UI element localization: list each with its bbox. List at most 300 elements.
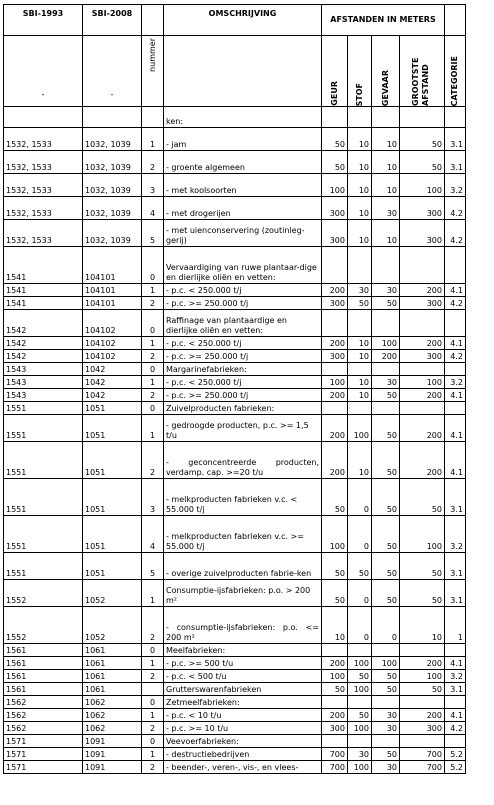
gevaar-cell bbox=[372, 402, 400, 415]
geur-cell: 300 bbox=[322, 722, 348, 735]
categorie-cell: 3.1 bbox=[445, 151, 466, 174]
stof-cell: 10 bbox=[348, 350, 372, 363]
sbi2008-cell: 1051 bbox=[83, 516, 142, 553]
omschrijving-cell: - p.c. < 250.000 t/j bbox=[164, 337, 322, 350]
gevaar-cell: 50 bbox=[372, 389, 400, 402]
geur-cell: 200 bbox=[322, 389, 348, 402]
nummer-cell: 1 bbox=[142, 657, 164, 670]
geur-cell: 200 bbox=[322, 337, 348, 350]
sbi2008-cell: 104102 bbox=[83, 337, 142, 350]
sbi1993-cell: 1541 bbox=[4, 284, 83, 297]
geur-cell: 100 bbox=[322, 670, 348, 683]
stof-cell: 10 bbox=[348, 442, 372, 479]
nummer-cell: 5 bbox=[142, 553, 164, 580]
stof-cell: 100 bbox=[348, 722, 372, 735]
omschrijving-cell: Raffinage van plantaardige en dierlijke oliën en vetten: bbox=[164, 310, 322, 337]
gevaar-cell: 10 bbox=[372, 174, 400, 197]
nummer-cell: 2 bbox=[142, 350, 164, 363]
stof-cell: 100 bbox=[348, 761, 372, 774]
geur-cell: 200 bbox=[322, 442, 348, 479]
categorie-cell: 4.1 bbox=[445, 657, 466, 670]
sbi1993-cell: 1543 bbox=[4, 363, 83, 376]
categorie-cell bbox=[445, 247, 466, 284]
categorie-cell: 3.1 bbox=[445, 553, 466, 580]
header-gevaar bbox=[372, 36, 400, 107]
categorie-cell: 4.2 bbox=[445, 297, 466, 310]
categorie-cell: 5.2 bbox=[445, 748, 466, 761]
sbi2008-cell bbox=[83, 107, 142, 128]
header-sbi2008-dash: - bbox=[83, 36, 142, 107]
sbi1993-cell: 1571 bbox=[4, 761, 83, 774]
sbi1993-cell: 1552 bbox=[4, 580, 83, 607]
sbi1993-cell: 1562 bbox=[4, 709, 83, 722]
geur-cell bbox=[322, 644, 348, 657]
sbi2008-cell: 1051 bbox=[83, 442, 142, 479]
categorie-cell: 3.1 bbox=[445, 580, 466, 607]
geur-cell: 300 bbox=[322, 350, 348, 363]
sbi1993-cell: 1532, 1533 bbox=[4, 197, 83, 220]
gevaar-cell: 30 bbox=[372, 197, 400, 220]
omschrijving-cell: - p.c. < 500 t/u bbox=[164, 670, 322, 683]
header-afstanden: AFSTANDEN IN METERS bbox=[322, 5, 445, 36]
categorie-cell: 3.2 bbox=[445, 376, 466, 389]
omschrijving-cell: Consumptie-ijsfabrieken: p.o. > 200 m² bbox=[164, 580, 322, 607]
geur-cell: 50 bbox=[322, 128, 348, 151]
gevaar-cell: 50 bbox=[372, 683, 400, 696]
nummer-cell: 4 bbox=[142, 197, 164, 220]
stof-cell: 10 bbox=[348, 376, 372, 389]
sbi1993-cell: 1543 bbox=[4, 376, 83, 389]
geur-cell: 700 bbox=[322, 748, 348, 761]
sbi1993-cell: 1541 bbox=[4, 297, 83, 310]
table-row bbox=[4, 389, 466, 402]
gevaar-cell bbox=[372, 735, 400, 748]
omschrijving-cell: Zetmeelfabrieken: bbox=[164, 696, 322, 709]
nummer-cell: 5 bbox=[142, 220, 164, 247]
nummer-cell: 2 bbox=[142, 389, 164, 402]
header-categorie-label: CATEGORIE bbox=[450, 55, 459, 106]
grootste-afstand-cell: 700 bbox=[400, 761, 445, 774]
geur-cell bbox=[322, 107, 348, 128]
sbi2008-cell: 1091 bbox=[83, 761, 142, 774]
grootste-afstand-cell: 50 bbox=[400, 553, 445, 580]
sbi1993-cell: 1551 bbox=[4, 516, 83, 553]
grootste-afstand-cell bbox=[400, 107, 445, 128]
categorie-cell bbox=[445, 696, 466, 709]
grootste-afstand-cell: 100 bbox=[400, 670, 445, 683]
sbi2008-cell: 1061 bbox=[83, 644, 142, 657]
grootste-afstand-cell: 300 bbox=[400, 350, 445, 363]
nummer-cell bbox=[142, 107, 164, 128]
geur-cell: 50 bbox=[322, 151, 348, 174]
stof-cell bbox=[348, 644, 372, 657]
sbi2008-cell: 104101 bbox=[83, 297, 142, 310]
omschrijving-cell: - p.c. >= 250.000 t/j bbox=[164, 297, 322, 310]
omschrijving-cell: Zuivelproducten fabrieken: bbox=[164, 402, 322, 415]
header-sbi1993: SBI-1993 bbox=[4, 5, 83, 36]
geur-cell bbox=[322, 247, 348, 284]
grootste-afstand-cell: 300 bbox=[400, 722, 445, 735]
categorie-cell: 3.2 bbox=[445, 516, 466, 553]
sbi1993-cell: 1543 bbox=[4, 389, 83, 402]
grootste-afstand-cell: 50 bbox=[400, 128, 445, 151]
gevaar-cell: 10 bbox=[372, 220, 400, 247]
geur-cell: 100 bbox=[322, 174, 348, 197]
sbi2008-cell: 1032, 1039 bbox=[83, 220, 142, 247]
categorie-cell bbox=[445, 310, 466, 337]
table-row bbox=[4, 174, 466, 197]
gevaar-cell: 30 bbox=[372, 284, 400, 297]
geur-cell: 200 bbox=[322, 415, 348, 442]
sbi1993-cell: 1541 bbox=[4, 247, 83, 284]
table-row bbox=[4, 683, 466, 696]
categorie-cell: 4.1 bbox=[445, 709, 466, 722]
stof-cell bbox=[348, 247, 372, 284]
categorie-cell: 3.1 bbox=[445, 683, 466, 696]
table-row bbox=[4, 107, 466, 128]
gevaar-cell: 0 bbox=[372, 607, 400, 644]
sbi2008-cell: 1061 bbox=[83, 683, 142, 696]
table-row bbox=[4, 363, 466, 376]
zoning-distance-table bbox=[3, 4, 466, 774]
table-row bbox=[4, 310, 466, 337]
table-row bbox=[4, 128, 466, 151]
nummer-cell: 3 bbox=[142, 479, 164, 516]
table-row bbox=[4, 151, 466, 174]
categorie-cell: 3.2 bbox=[445, 670, 466, 683]
stof-cell: 10 bbox=[348, 337, 372, 350]
grootste-afstand-cell: 300 bbox=[400, 220, 445, 247]
stof-cell: 50 bbox=[348, 670, 372, 683]
sbi1993-cell: 1562 bbox=[4, 696, 83, 709]
omschrijving-cell: Grutterswarenfabrieken bbox=[164, 683, 322, 696]
nummer-cell: 2 bbox=[142, 761, 164, 774]
sbi1993-cell: 1532, 1533 bbox=[4, 128, 83, 151]
categorie-cell: 4.1 bbox=[445, 442, 466, 479]
nummer-cell: 0 bbox=[142, 402, 164, 415]
table-row bbox=[4, 735, 466, 748]
nummer-cell: 4 bbox=[142, 516, 164, 553]
nummer-cell: 1 bbox=[142, 580, 164, 607]
header-omschrijving: OMSCHRIJVING bbox=[164, 5, 322, 36]
table-row bbox=[4, 337, 466, 350]
nummer-cell: 2 bbox=[142, 607, 164, 644]
header-categorie bbox=[445, 36, 466, 107]
sbi2008-cell: 1042 bbox=[83, 376, 142, 389]
sbi2008-cell: 104102 bbox=[83, 350, 142, 363]
header-geur bbox=[322, 36, 348, 107]
grootste-afstand-cell bbox=[400, 363, 445, 376]
gevaar-cell: 30 bbox=[372, 761, 400, 774]
geur-cell bbox=[322, 310, 348, 337]
sbi1993-cell: 1551 bbox=[4, 402, 83, 415]
nummer-cell: 2 bbox=[142, 722, 164, 735]
sbi1993-cell: 1551 bbox=[4, 553, 83, 580]
nummer-cell: 0 bbox=[142, 644, 164, 657]
header-sbi2008: SBI-2008 bbox=[83, 5, 142, 36]
gevaar-cell bbox=[372, 696, 400, 709]
grootste-afstand-cell: 200 bbox=[400, 337, 445, 350]
gevaar-cell: 50 bbox=[372, 442, 400, 479]
stof-cell: 100 bbox=[348, 657, 372, 670]
omschrijving-cell: - p.c. >= 500 t/u bbox=[164, 657, 322, 670]
grootste-afstand-cell: 100 bbox=[400, 174, 445, 197]
header-stof-label: STOF bbox=[354, 82, 364, 106]
categorie-cell: 3.1 bbox=[445, 479, 466, 516]
omschrijving-cell: ken: bbox=[164, 107, 322, 128]
grootste-afstand-cell bbox=[400, 402, 445, 415]
geur-cell bbox=[322, 402, 348, 415]
stof-cell: 50 bbox=[348, 297, 372, 310]
geur-cell: 300 bbox=[322, 220, 348, 247]
gevaar-cell: 200 bbox=[372, 350, 400, 363]
gevaar-cell: 50 bbox=[372, 670, 400, 683]
omschrijving-cell: - gedroogde producten, p.c. >= 1,5 t/u bbox=[164, 415, 322, 442]
table-row bbox=[4, 402, 466, 415]
omschrijving-cell: - met drogerijen bbox=[164, 197, 322, 220]
categorie-cell bbox=[445, 644, 466, 657]
grootste-afstand-cell: 200 bbox=[400, 442, 445, 479]
header-grootste-afstand bbox=[400, 36, 445, 107]
stof-cell: 10 bbox=[348, 174, 372, 197]
omschrijving-cell: - destructiebedrijven bbox=[164, 748, 322, 761]
stof-cell: 0 bbox=[348, 516, 372, 553]
table-row bbox=[4, 197, 466, 220]
gevaar-cell: 50 bbox=[372, 297, 400, 310]
sbi2008-cell: 104102 bbox=[83, 310, 142, 337]
grootste-afstand-cell: 50 bbox=[400, 580, 445, 607]
gevaar-cell: 30 bbox=[372, 376, 400, 389]
geur-cell: 200 bbox=[322, 284, 348, 297]
sbi1993-cell: 1561 bbox=[4, 670, 83, 683]
grootste-afstand-cell: 100 bbox=[400, 516, 445, 553]
geur-cell: 300 bbox=[322, 197, 348, 220]
sbi1993-cell: 1542 bbox=[4, 337, 83, 350]
table-row bbox=[4, 247, 466, 284]
categorie-cell: 1 bbox=[445, 607, 466, 644]
header-nummer-top bbox=[142, 5, 164, 36]
geur-cell: 700 bbox=[322, 761, 348, 774]
omschrijving-cell: - melkproducten fabrieken v.c. >= 55.000 t/j bbox=[164, 516, 322, 553]
header-stof bbox=[348, 36, 372, 107]
geur-cell: 200 bbox=[322, 657, 348, 670]
sbi2008-cell: 1061 bbox=[83, 657, 142, 670]
stof-cell: 10 bbox=[348, 128, 372, 151]
gevaar-cell: 50 bbox=[372, 516, 400, 553]
grootste-afstand-cell: 700 bbox=[400, 748, 445, 761]
sbi2008-cell: 1032, 1039 bbox=[83, 128, 142, 151]
header-categorie-top bbox=[445, 5, 466, 36]
sbi2008-cell: 1061 bbox=[83, 670, 142, 683]
categorie-cell: 4.2 bbox=[445, 722, 466, 735]
gevaar-cell bbox=[372, 644, 400, 657]
sbi2008-cell: 1062 bbox=[83, 696, 142, 709]
sbi1993-cell: 1571 bbox=[4, 735, 83, 748]
gevaar-cell bbox=[372, 107, 400, 128]
omschrijving-cell: - overige zuivelproducten fabrie-ken bbox=[164, 553, 322, 580]
gevaar-cell: 50 bbox=[372, 580, 400, 607]
omschrijving-cell: - jam bbox=[164, 128, 322, 151]
categorie-cell bbox=[445, 735, 466, 748]
omschrijving-cell: - p.c. >= 250.000 t/j bbox=[164, 389, 322, 402]
stof-cell bbox=[348, 735, 372, 748]
stof-cell: 10 bbox=[348, 220, 372, 247]
stof-cell: 10 bbox=[348, 151, 372, 174]
nummer-cell: 0 bbox=[142, 310, 164, 337]
stof-cell: 50 bbox=[348, 553, 372, 580]
sbi2008-cell: 1032, 1039 bbox=[83, 174, 142, 197]
table-row bbox=[4, 607, 466, 644]
geur-cell: 50 bbox=[322, 580, 348, 607]
stof-cell: 30 bbox=[348, 748, 372, 761]
categorie-cell: 4.1 bbox=[445, 415, 466, 442]
sbi2008-cell: 1042 bbox=[83, 389, 142, 402]
geur-cell: 50 bbox=[322, 683, 348, 696]
nummer-cell: 1 bbox=[142, 337, 164, 350]
omschrijving-cell: Margarinefabrieken: bbox=[164, 363, 322, 376]
grootste-afstand-cell: 300 bbox=[400, 297, 445, 310]
geur-cell: 200 bbox=[322, 709, 348, 722]
categorie-cell bbox=[445, 107, 466, 128]
sbi2008-cell: 1052 bbox=[83, 607, 142, 644]
header-grootste-afstand-label: GROOTSTE AFSTAND bbox=[411, 57, 430, 106]
grootste-afstand-cell: 300 bbox=[400, 197, 445, 220]
categorie-cell: 4.2 bbox=[445, 197, 466, 220]
gevaar-cell bbox=[372, 363, 400, 376]
omschrijving-cell: - beender-, veren-, vis-, en vlees- bbox=[164, 761, 322, 774]
nummer-cell: 0 bbox=[142, 696, 164, 709]
gevaar-cell: 30 bbox=[372, 722, 400, 735]
omschrijving-cell: - met uienconservering (zoutinleg-gerij) bbox=[164, 220, 322, 247]
stof-cell: 30 bbox=[348, 284, 372, 297]
sbi1993-cell: 1561 bbox=[4, 683, 83, 696]
gevaar-cell: 50 bbox=[372, 748, 400, 761]
nummer-cell: 0 bbox=[142, 363, 164, 376]
nummer-cell: 3 bbox=[142, 174, 164, 197]
table-body bbox=[4, 107, 466, 774]
stof-cell: 0 bbox=[348, 580, 372, 607]
table-row bbox=[4, 415, 466, 442]
grootste-afstand-cell: 200 bbox=[400, 284, 445, 297]
grootste-afstand-cell bbox=[400, 247, 445, 284]
categorie-cell: 4.2 bbox=[445, 350, 466, 363]
table-row bbox=[4, 670, 466, 683]
geur-cell: 300 bbox=[322, 297, 348, 310]
sbi2008-cell: 1052 bbox=[83, 580, 142, 607]
categorie-cell: 4.1 bbox=[445, 389, 466, 402]
omschrijving-cell: - met koolsoorten bbox=[164, 174, 322, 197]
sbi1993-cell: 1561 bbox=[4, 657, 83, 670]
geur-cell: 50 bbox=[322, 553, 348, 580]
stof-cell: 10 bbox=[348, 389, 372, 402]
grootste-afstand-cell: 200 bbox=[400, 709, 445, 722]
grootste-afstand-cell: 100 bbox=[400, 376, 445, 389]
stof-cell bbox=[348, 107, 372, 128]
omschrijving-cell: - groente algemeen bbox=[164, 151, 322, 174]
stof-cell: 100 bbox=[348, 683, 372, 696]
sbi1993-cell: 1561 bbox=[4, 644, 83, 657]
sbi2008-cell: 1051 bbox=[83, 415, 142, 442]
grootste-afstand-cell: 200 bbox=[400, 389, 445, 402]
stof-cell: 100 bbox=[348, 415, 372, 442]
nummer-cell: 2 bbox=[142, 297, 164, 310]
categorie-cell: 4.1 bbox=[445, 337, 466, 350]
stof-cell: 0 bbox=[348, 479, 372, 516]
nummer-cell: 1 bbox=[142, 284, 164, 297]
categorie-cell bbox=[445, 402, 466, 415]
geur-cell: 10 bbox=[322, 607, 348, 644]
omschrijving-cell: Vervaardiging van ruwe plantaar-dige en dierlijke oliën en vetten: bbox=[164, 247, 322, 284]
sbi1993-cell: 1532, 1533 bbox=[4, 151, 83, 174]
sbi2008-cell: 1091 bbox=[83, 748, 142, 761]
table-row bbox=[4, 376, 466, 389]
table-row bbox=[4, 297, 466, 310]
nummer-cell: 2 bbox=[142, 670, 164, 683]
grootste-afstand-cell bbox=[400, 310, 445, 337]
header-gevaar-label: GEVAAR bbox=[380, 69, 390, 106]
geur-cell bbox=[322, 735, 348, 748]
sbi1993-cell: 1551 bbox=[4, 442, 83, 479]
categorie-cell: 3.2 bbox=[445, 174, 466, 197]
gevaar-cell bbox=[372, 247, 400, 284]
nummer-cell: 1 bbox=[142, 376, 164, 389]
geur-cell bbox=[322, 363, 348, 376]
sbi1993-cell: 1542 bbox=[4, 310, 83, 337]
omschrijving-cell: - geconcentreerde producten, verdamp. cap. >=20 t/u bbox=[164, 442, 322, 479]
stof-cell bbox=[348, 402, 372, 415]
table-row bbox=[4, 761, 466, 774]
sbi2008-cell: 1051 bbox=[83, 553, 142, 580]
gevaar-cell: 50 bbox=[372, 479, 400, 516]
grootste-afstand-cell: 50 bbox=[400, 683, 445, 696]
omschrijving-cell: - p.c. < 250.000 t/j bbox=[164, 376, 322, 389]
geur-cell: 100 bbox=[322, 516, 348, 553]
omschrijving-cell: - p.c. >= 250.000 t/j bbox=[164, 350, 322, 363]
nummer-cell: 0 bbox=[142, 247, 164, 284]
sbi2008-cell: 104101 bbox=[83, 284, 142, 297]
table-row bbox=[4, 350, 466, 363]
nummer-cell: 1 bbox=[142, 709, 164, 722]
grootste-afstand-cell bbox=[400, 644, 445, 657]
table-row bbox=[4, 442, 466, 479]
sbi1993-cell: 1532, 1533 bbox=[4, 174, 83, 197]
gevaar-cell: 50 bbox=[372, 553, 400, 580]
nummer-cell: 1 bbox=[142, 748, 164, 761]
gevaar-cell: 30 bbox=[372, 709, 400, 722]
geur-cell: 50 bbox=[322, 479, 348, 516]
sbi2008-cell: 1062 bbox=[83, 709, 142, 722]
table-row bbox=[4, 748, 466, 761]
gevaar-cell: 10 bbox=[372, 151, 400, 174]
grootste-afstand-cell: 50 bbox=[400, 151, 445, 174]
geur-cell: 100 bbox=[322, 376, 348, 389]
table-row bbox=[4, 516, 466, 553]
gevaar-cell bbox=[372, 310, 400, 337]
grootste-afstand-cell: 10 bbox=[400, 607, 445, 644]
sbi1993-cell: 1571 bbox=[4, 748, 83, 761]
omschrijving-cell: - melkproducten fabrieken v.c. < 55.000 t/j bbox=[164, 479, 322, 516]
omschrijving-cell: - p.c. < 10 t/u bbox=[164, 709, 322, 722]
sbi2008-cell: 1062 bbox=[83, 722, 142, 735]
table-row bbox=[4, 657, 466, 670]
table-row bbox=[4, 696, 466, 709]
gevaar-cell: 100 bbox=[372, 337, 400, 350]
table-row bbox=[4, 553, 466, 580]
sbi1993-cell bbox=[4, 107, 83, 128]
nummer-cell: 2 bbox=[142, 442, 164, 479]
nummer-cell bbox=[142, 683, 164, 696]
gevaar-cell: 100 bbox=[372, 657, 400, 670]
